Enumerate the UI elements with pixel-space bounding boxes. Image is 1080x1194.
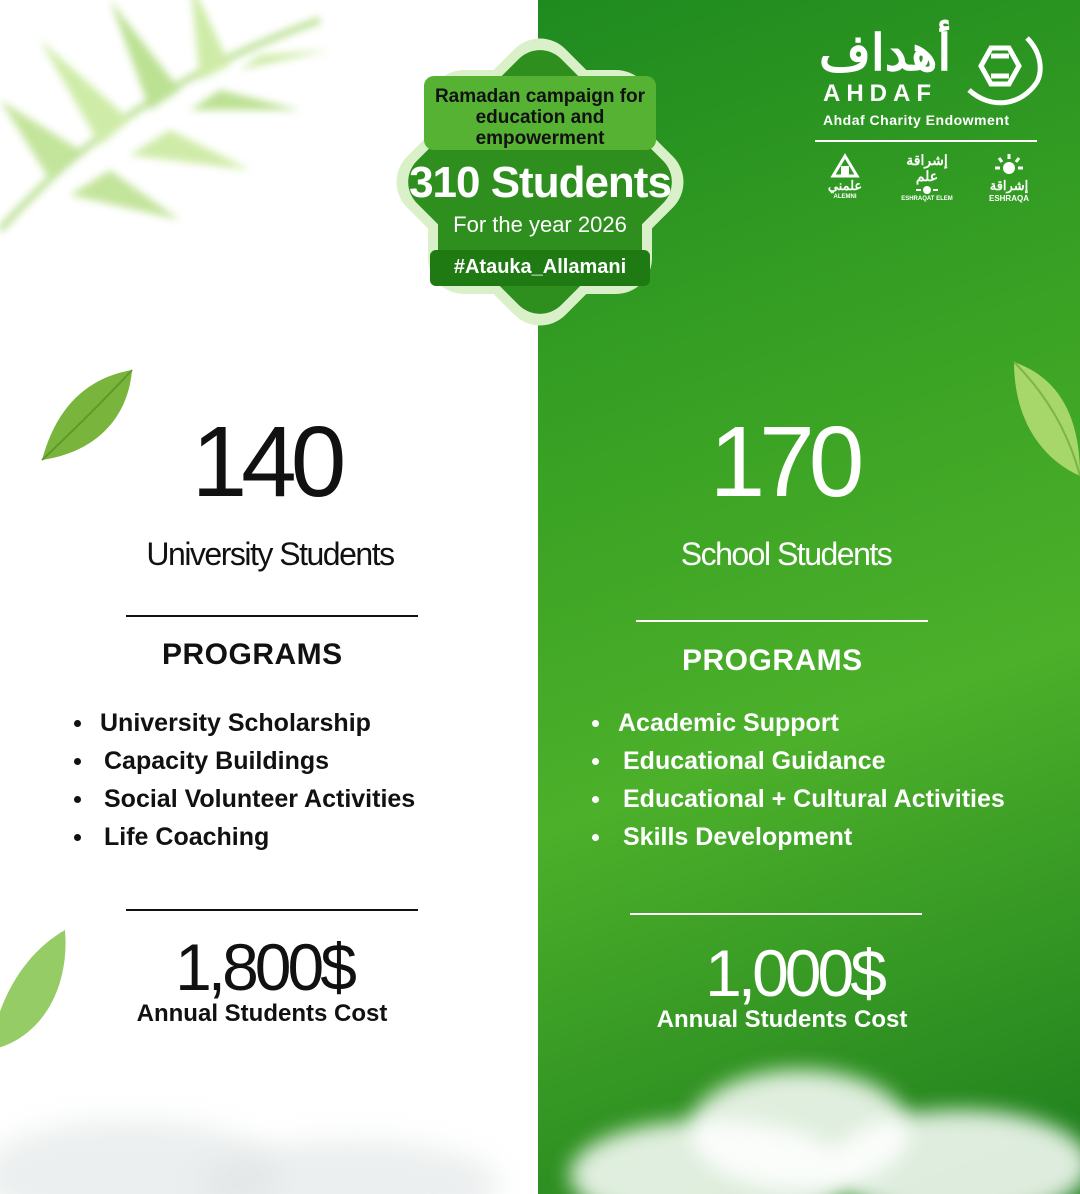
university-label: University Students [146,536,394,572]
list-item: Academic Support [590,704,1005,742]
partner-logo-alemni [817,152,873,200]
school-cost: 1,000$ [705,936,883,1010]
partner-name: إشراقة علم [906,152,948,184]
list-item: University Scholarship [72,704,415,742]
university-cost-label: Annual Students Cost [136,1000,388,1027]
list-item: Life Coaching [72,818,415,856]
ahdaf-emblem-icon [951,26,1043,106]
list-item: Capacity Buildings [72,742,415,780]
university-divider-top [126,615,418,617]
school-count: 170 [709,406,859,518]
partner-logo-eshraqat-elem [899,152,955,202]
school-programs-list [590,704,1005,856]
alemni-icon [830,152,860,178]
partner-logo-eshraqa [981,152,1037,203]
logo-divider [815,140,1037,142]
leaf-decoration [1010,358,1080,478]
eshraqat-elem-icon [912,184,942,196]
university-programs-title: PROGRAMS [162,638,343,671]
campaign-hashtag: #Atauka_Allamani [453,256,627,278]
list-item: Educational Guidance [590,742,1005,780]
list-item: Skills Development [590,818,1005,856]
logo-subtitle: Ahdaf Charity Endowment [823,112,1010,128]
university-divider-bottom [126,909,418,911]
sun-icon [994,152,1024,178]
ahdaf-logo [815,22,1045,212]
partner-latin: ALEMNI [833,194,857,200]
school-programs-title: PROGRAMS [682,644,863,677]
list-item: Social Volunteer Activities [72,780,415,818]
university-cost: 1,800$ [175,930,353,1004]
school-divider-top [636,620,928,622]
campaign-year: For the year 2026 [453,212,627,237]
campaign-title: Ramadan campaign for education and empowerment [434,86,646,149]
list-item: Educational + Cultural Activities [590,780,1005,818]
palm-leaf-decoration [0,0,340,260]
school-label: School Students [680,536,892,572]
partner-latin: ESHRAQAT ELEM [901,196,953,202]
partner-name: إشراقة [989,178,1029,193]
school-divider-bottom [630,913,922,915]
university-count: 140 [191,406,341,518]
university-programs-list [72,704,415,856]
partner-latin: ESHRAQA [988,194,1029,203]
school-cost-label: Annual Students Cost [656,1006,908,1033]
logo-english-name: AHDAF [823,80,937,107]
partner-name: علمني [827,178,863,193]
badge-content [380,22,700,342]
logo-arabic-name: أهداف [819,25,952,81]
total-students: 310 Students [409,158,671,207]
